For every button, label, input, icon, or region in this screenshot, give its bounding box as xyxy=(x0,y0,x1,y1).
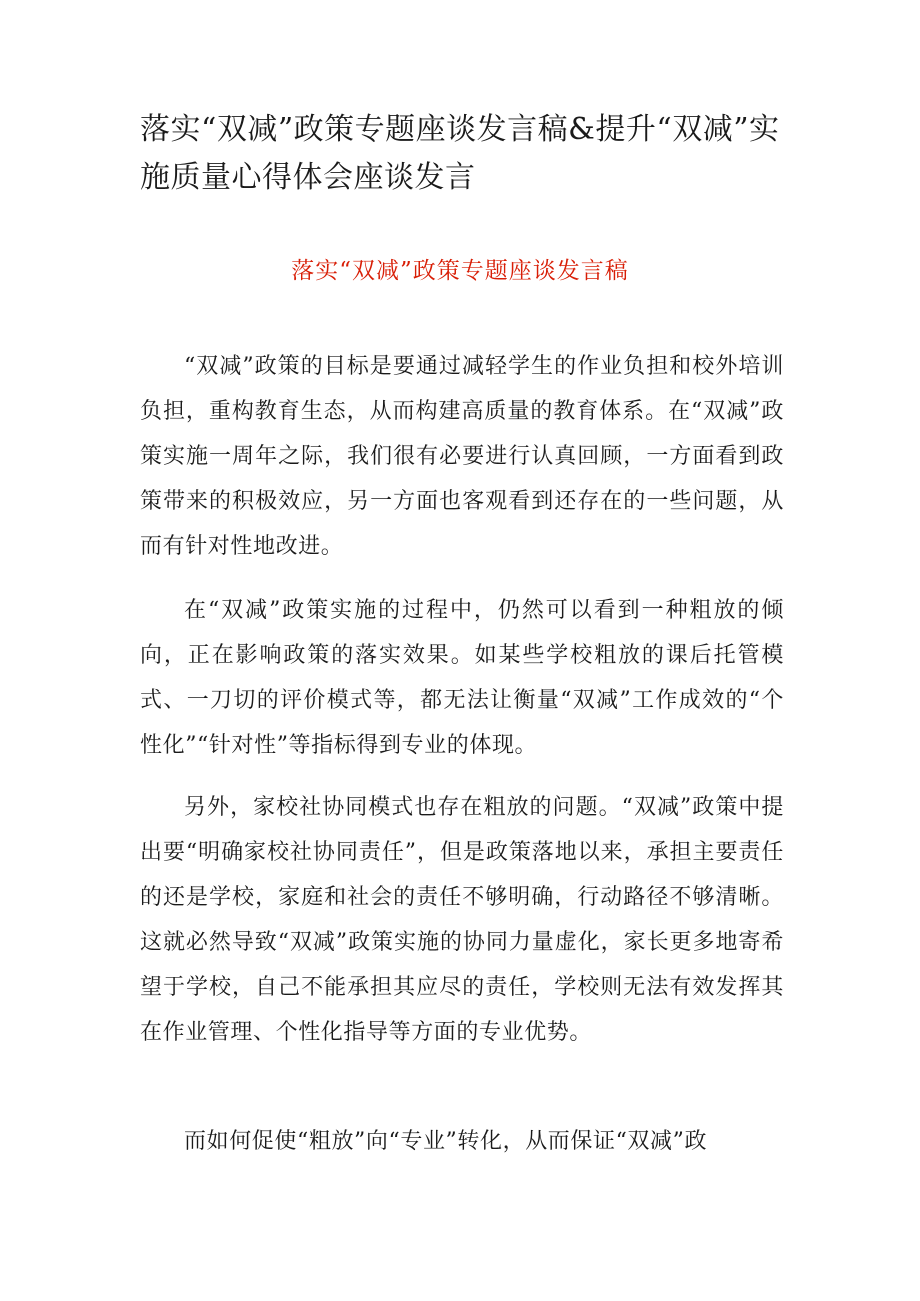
body-paragraph: “双减”政策的目标是要通过减轻学生的作业负担和校外培训负担，重构教育生态，从而构建高质量的教育体系。在“双减”政策实施一周年之际，我们很有必要进行认真回顾，一方面看到政策带来的积极效应，另一方面也客观看到还存在的一些问题，从而有针对性地改进。 xyxy=(140,354,784,559)
body-paragraph: 在“双减”政策实施的过程中，仍然可以看到一种粗放的倾向，正在影响政策的落实效果。如某些学校粗放的课后托管模式、一刀切的评价模式等，都无法让衡量“双减”工作成效的“个性化”“针对性”等指标得到专业的体现。 xyxy=(140,598,784,758)
body-paragraph: 而如何促使“粗放”向“专业”转化，从而保证“双减”政 xyxy=(184,1129,708,1154)
section-title: 落实“双减”政策专题座谈发言稿 xyxy=(291,258,629,284)
body-paragraph: 另外，家校社协同模式也存在粗放的问题。“双减”政策中提出要“明确家校社协同责任”，但是政策落地以来，承担主要责任的还是学校，家庭和社会的责任不够明确，行动路径不够清晰。这就必然导致“双减”政策实施的协同力量虚化，家长更多地寄希望于学校，自己不能承担其应尽的责任，学校则无法有效发挥其在作业管理、个性化指导等方面的专业优势。 xyxy=(140,795,784,1045)
document-title: 落实“双减”政策专题座谈发言稿&提升“双减”实施质量心得体会座谈发言 xyxy=(140,112,780,195)
